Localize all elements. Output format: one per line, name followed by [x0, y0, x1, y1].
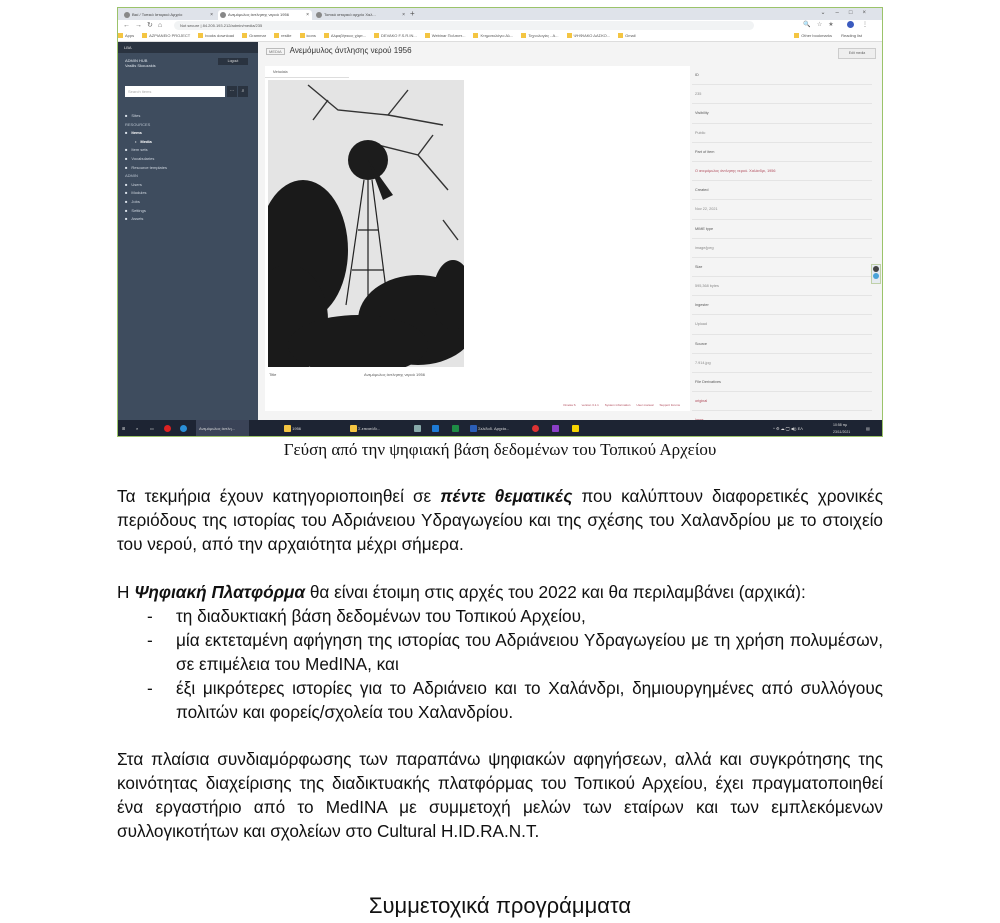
taskbar-app-chrome[interactable]: [196, 420, 249, 437]
paragraph-thematic: [117, 484, 883, 556]
list-item: [117, 676, 883, 724]
tab-label: Ανεμόμυλος άντλησης νερού 1956: [228, 12, 289, 17]
favicon-icon: [124, 12, 130, 18]
help-icon[interactable]: [873, 273, 879, 279]
meta-value: 235: [692, 85, 872, 104]
tab-metadata[interactable]: Metadata: [265, 66, 349, 78]
folder-icon: [567, 33, 572, 38]
folder-icon: [300, 33, 305, 38]
window-controls[interactable]: ⌄–□×: [820, 10, 876, 16]
bookmark-item[interactable]: Apps: [118, 33, 134, 38]
meta-label: MIME type: [692, 220, 872, 239]
sidebar-item-items[interactable]: ■ Items: [125, 129, 167, 138]
meta-value: Public: [692, 124, 872, 143]
sidebar-item-jobs[interactable]: ■ Jobs: [125, 198, 167, 207]
opera-icon[interactable]: [164, 420, 171, 437]
sidebar-heading: ADMIN: [125, 173, 138, 179]
footer-link[interactable]: System information: [604, 403, 631, 407]
security-label: Not secure: [180, 23, 200, 28]
bullet-dash: -: [147, 630, 153, 650]
media-panel: [265, 66, 690, 411]
text-run: Τα τεκμήρια έχουν κατηγοριοποιηθεί σε: [117, 486, 441, 506]
main-content: [258, 42, 883, 420]
edit-media-button[interactable]: Edit media: [838, 48, 876, 59]
meta-value: 595,368 bytes: [692, 277, 872, 296]
sidebar-item-settings[interactable]: ■ Settings: [125, 207, 167, 216]
list-item-text: μία εκτεταμένη αφήγηση της ιστορίας του Αδριάνειου Υδραγωγείου με τη χρήση πολυμέσων, σε επιμέλεια του MedINA, και: [176, 630, 883, 674]
edge-icon[interactable]: [180, 420, 187, 437]
list-item: [117, 628, 883, 676]
embedded-screenshot: [117, 7, 883, 437]
paragraph-workshop: Στα πλαίσια συνδιαμόρφωσης των παραπάνω ψηφιακών αφηγήσεων, αλλά και συγκρότησης της κοινότητας διαχείρισης της διαδικτυακής πλατφόρμας του Τοπικού Αρχείου, έχει πραγματοποιηθεί ένα εργαστήριο από το MedINA με συμμετοχή μελών των εταίρων και των εμπλεκόμενων συλλογικοτήτων και σχολείων στο Cultural H.ID.RA.N.T.: [117, 749, 883, 841]
admin-sidebar: [118, 42, 258, 420]
new-tab-icon[interactable]: +: [410, 9, 415, 18]
folder-icon: [198, 33, 203, 38]
navigation-icons[interactable]: ←→↻⌂: [123, 22, 168, 29]
bookmark-item[interactable]: icons: [300, 33, 316, 38]
bookmark-item[interactable]: Grammar: [242, 33, 266, 38]
notifications-icon[interactable]: ▤: [866, 426, 870, 431]
close-icon[interactable]: ×: [210, 12, 213, 18]
title-label: Title: [269, 372, 277, 377]
bookmark-reading-list[interactable]: Reading list: [841, 33, 862, 38]
settings-icon[interactable]: [873, 266, 879, 272]
clock-time: 10:58 πμ: [833, 423, 848, 427]
system-tray-icons[interactable]: ^ ⚙ ☁ 🖵 ◀)) ΕΛ: [773, 426, 803, 431]
page-title: Ανεμόμυλος άντλησης νερού 1956: [289, 46, 412, 55]
favicon-icon: [316, 12, 322, 18]
bookmarks-bar: [118, 31, 882, 42]
footer-link[interactable]: version 3.1.1: [581, 403, 599, 407]
bookmark-item[interactable]: resilie: [274, 33, 291, 38]
bookmark-other[interactable]: Other bookmarks: [801, 33, 832, 38]
sidebar-item-sites[interactable]: ■ Sites: [125, 112, 167, 121]
list-item: [117, 604, 883, 628]
windows-taskbar: [118, 420, 882, 437]
close-icon[interactable]: ×: [402, 12, 405, 18]
meta-value: Upload: [692, 315, 872, 334]
section-heading: Συμμετοχικά προγράμματα: [368, 893, 632, 918]
taskbar-app-label: Ανεμόμυλος άντλη...: [199, 426, 236, 431]
logout-button[interactable]: Logout: [218, 58, 248, 65]
bookmark-item[interactable]: Webinar Πολιτιστ...: [425, 33, 466, 38]
meta-label: Part of item: [692, 143, 872, 162]
site-name[interactable]: LBA: [118, 42, 258, 53]
bullet-dash: -: [147, 606, 153, 626]
bookmark-item[interactable]: DEVAKO F.S.R.IN...: [374, 33, 417, 38]
outlook-icon[interactable]: [432, 420, 439, 437]
meta-label: Source: [692, 335, 872, 354]
url-text: 84.205.193.212/admin/media/235: [202, 23, 263, 28]
bullet-dash: -: [147, 678, 153, 698]
browser-tab[interactable]: [314, 10, 408, 20]
excel-icon[interactable]: [452, 420, 459, 437]
list-item-text: έξι μικρότερες ιστορίες για το Αδριάνειο και το Χαλάνδρι, δημιουργημένες από συλλόγους πολιτών και φορείς/σχολεία του Χαλανδρίου.: [176, 678, 883, 722]
paragraph-platform: [117, 580, 883, 604]
meta-label: ID: [692, 66, 872, 85]
tab-label: Βικί / Τοπικό Ιστορικό Αρχείο: [132, 12, 183, 17]
close-icon[interactable]: ×: [306, 12, 309, 18]
bookmark-item[interactable]: ΑΖΡΙΑΝΕΙΟ PROJECT: [142, 33, 190, 38]
meta-value: 7.914.jpg: [692, 354, 872, 373]
onenote-icon[interactable]: [552, 420, 559, 437]
figure-caption: Γεύση από την ψηφιακή βάση δεδομένων του Τοπικού Αρχείου: [283, 440, 717, 459]
taskbar-app-label: Σελιδοδ. Αρχεία...: [478, 426, 510, 431]
text-run: Η: [117, 582, 135, 602]
sidebar-nav: [125, 112, 167, 224]
user-info: [125, 58, 156, 68]
browser-tab-bar: [118, 8, 882, 20]
search-input[interactable]: Search items: [125, 86, 225, 97]
sidebar-heading: RESOURCES: [125, 121, 151, 127]
windmill-photo: [268, 80, 464, 367]
bookmark-item[interactable]: Κτηματολόγιο Αλ...: [473, 33, 513, 38]
emphasis-text: πέντε θεματικές: [440, 486, 573, 506]
favicon-icon: [220, 12, 226, 18]
taskbar-app-label: 1956: [292, 426, 302, 431]
sidebar-item-users[interactable]: ■ Users: [125, 181, 167, 190]
meta-link[interactable]: Ο ανεμόμυλος άντλησης νερού. Χαλάνδρι, 1956: [692, 162, 872, 181]
emphasis-text: Ψηφιακή Πλατφόρμα: [134, 582, 306, 602]
start-icon[interactable]: ⊞: [122, 426, 126, 431]
clock[interactable]: [833, 422, 850, 436]
text-run: θα είναι έτοιμη στις αρχές του 2022 και θα περιλαμβάνει (αρχικά):: [305, 582, 806, 602]
taskbar-app-label: Σ.επεισόδι...: [358, 426, 381, 431]
sidebar-item-media[interactable]: • Media: [125, 138, 167, 147]
meta-label: Visibility: [692, 104, 872, 123]
footer-links: [557, 403, 680, 407]
folder-icon: [324, 33, 329, 38]
footer-link[interactable]: Support forums: [659, 403, 680, 407]
taskbar-app-word[interactable]: [470, 420, 509, 437]
profile-avatar[interactable]: [847, 21, 854, 28]
section-badge: MEDIA: [266, 48, 285, 55]
taskbar-app-folder[interactable]: [350, 420, 380, 437]
bookmark-item[interactable]: Τεχνολογίες - Α...: [521, 33, 558, 38]
bookmark-item[interactable]: Αλφαβήτικος χάρτ...: [324, 33, 366, 38]
folder-icon: [142, 33, 147, 38]
sidebar-item-vocabularies[interactable]: ■ Vocabularies: [125, 155, 167, 164]
app-icon[interactable]: [414, 420, 421, 437]
sidebar-item-item-sets[interactable]: ■ Item sets: [125, 146, 167, 155]
user-name[interactable]: Vasilis Skouzakis: [125, 63, 156, 68]
meta-label: Ingester: [692, 296, 872, 315]
floating-widget[interactable]: [871, 264, 881, 284]
metadata-sidebar: [692, 66, 872, 416]
url-input[interactable]: Not secure | 84.205.193.212/admin/media/235: [174, 21, 754, 30]
user-role: ADMIN HUB: [125, 58, 148, 63]
advanced-search-button[interactable]: ⋯: [227, 86, 237, 97]
search-icon[interactable]: ⌕: [238, 86, 248, 97]
footer-link[interactable]: Omeka S: [563, 403, 576, 407]
folder-icon: [521, 33, 526, 38]
bookmark-item[interactable]: Gmail: [618, 33, 635, 38]
folder-icon: [473, 33, 478, 38]
sidebar-item-modules[interactable]: ■ Modules: [125, 189, 167, 198]
address-bar-row: [118, 20, 882, 31]
sidebar-item-resource-templates[interactable]: ■ Resource templates: [125, 164, 167, 173]
browser-toolbar-icons[interactable]: 🔍☆★ ⋮: [803, 22, 874, 29]
browser-tab[interactable]: [122, 10, 216, 20]
meta-link[interactable]: original: [692, 392, 872, 411]
folder-icon: [618, 33, 623, 38]
clock-date: 23/11/2021: [833, 430, 851, 434]
browser-tab-active[interactable]: [218, 10, 312, 20]
bookmark-item[interactable]: books download: [198, 33, 234, 38]
sticky-notes-icon[interactable]: [572, 420, 579, 437]
text-run: που καλύπτουν διαφορετικές χρονικές περιόδους της ιστορίας του Αδριάνειου Υδραγωγείου και της σχέσης του Χαλανδρίου με το στοιχείο του νερού, από την αρχαιότητα μέχρι σήμερα.: [117, 486, 883, 554]
folder-icon: [242, 33, 247, 38]
footer-link[interactable]: User manual: [636, 403, 654, 407]
task-view-icon[interactable]: ▭: [150, 426, 154, 431]
title-row: [269, 372, 679, 377]
folder-icon: [274, 33, 279, 38]
folder-icon: [425, 33, 430, 38]
meta-value: Nov 22, 2021: [692, 200, 872, 219]
tab-label: Τοπικό ιστορικό αρχείο Χαλ...: [324, 12, 376, 17]
sidebar-item-assets[interactable]: ■ Assets: [125, 215, 167, 224]
list-item-text: τη διαδυκτιακή βάση δεδομένων του Τοπικού Αρχείου,: [176, 606, 586, 626]
app-icon[interactable]: [532, 420, 539, 437]
meta-label: Size: [692, 258, 872, 277]
bookmark-item[interactable]: ΨΗΦΙΑΚΟ ΔΑΣΚΟ...: [567, 33, 611, 38]
folder-icon: [374, 33, 379, 38]
meta-label: File Derivatives: [692, 373, 872, 392]
taskbar-app-folder[interactable]: [284, 420, 301, 437]
title-value: Ανεμόμυλος άντλησης νερού 1956: [364, 372, 425, 377]
folder-icon: [118, 33, 123, 38]
meta-value: image/jpeg: [692, 239, 872, 258]
search-icon[interactable]: ⌕: [136, 426, 139, 431]
page-header: [266, 46, 412, 55]
meta-label: Created: [692, 181, 872, 200]
